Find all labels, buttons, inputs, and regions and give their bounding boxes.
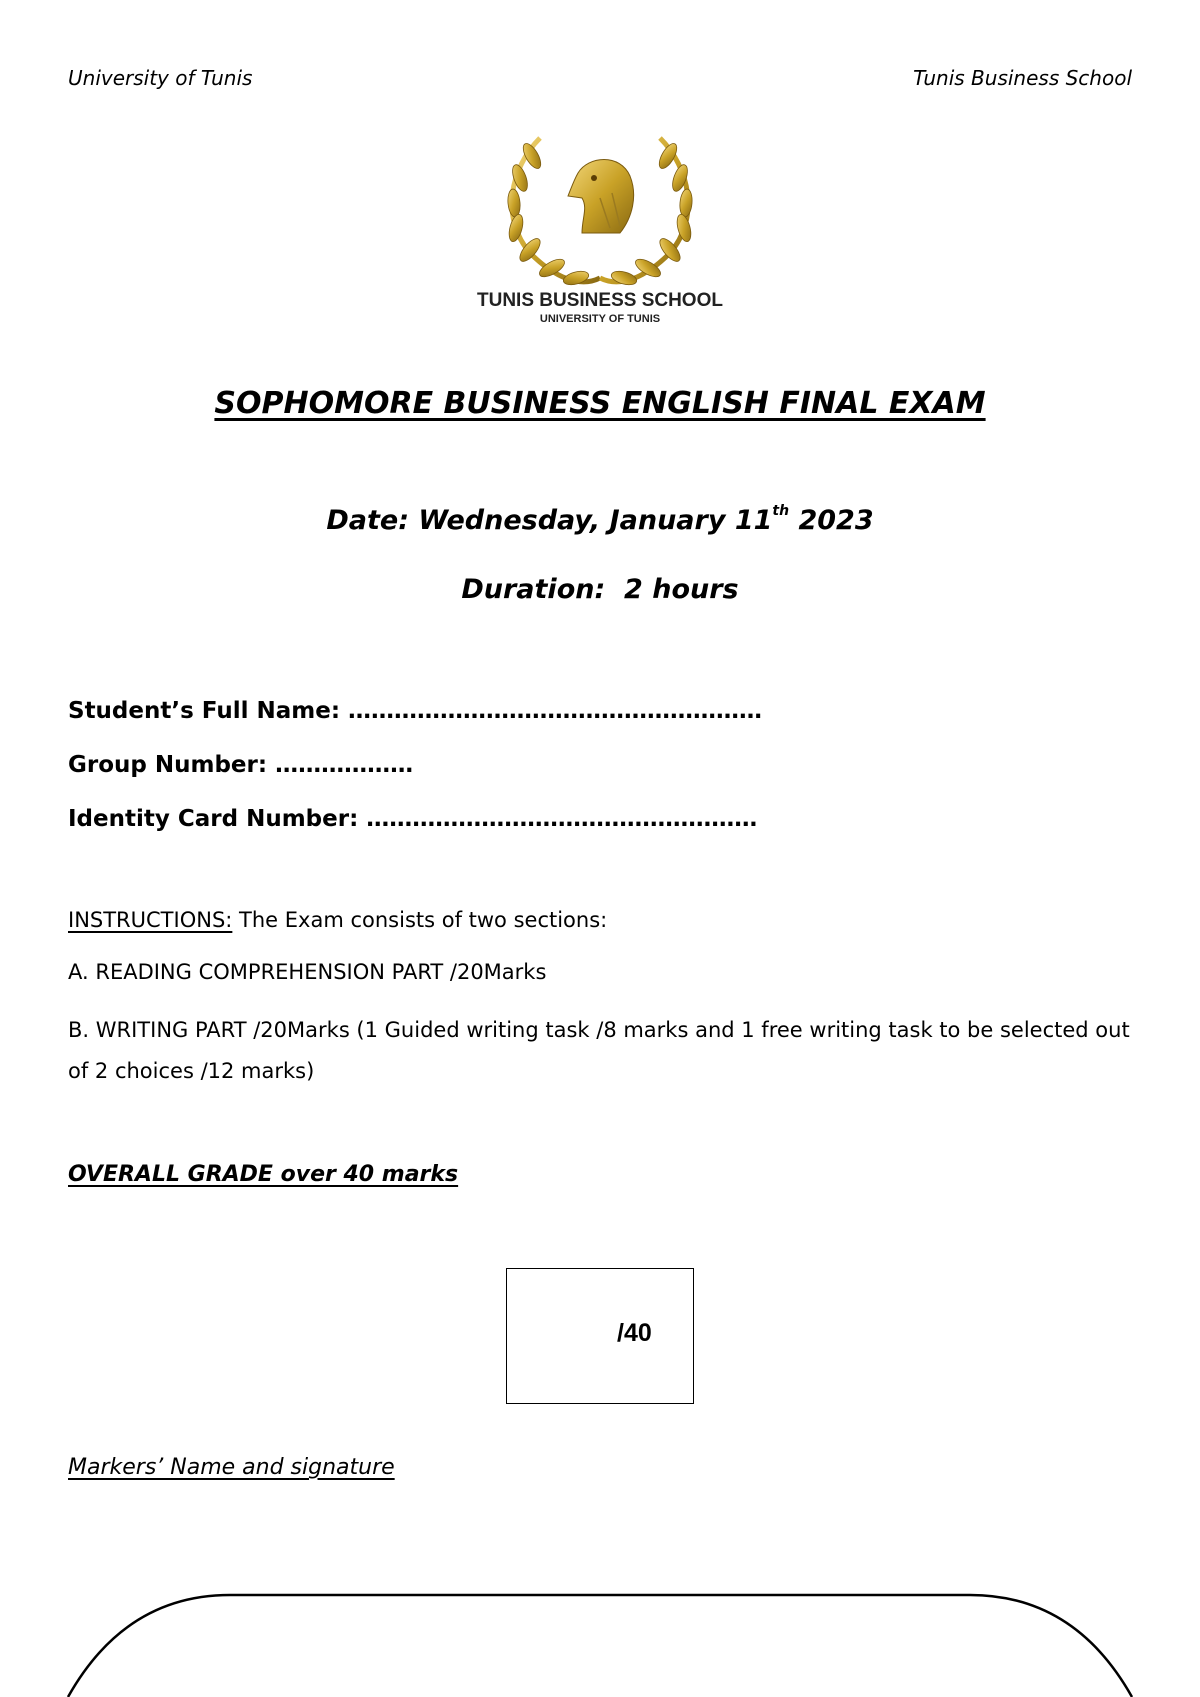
header-university: University of Tunis <box>68 66 253 90</box>
instructions-label: INSTRUCTIONS: <box>68 908 233 932</box>
exam-date <box>0 503 1200 536</box>
markers-signature-label: Markers’ Name and signature <box>68 1455 395 1480</box>
section-a: A. READING COMPREHENSION PART /20Marks <box>68 960 547 984</box>
group-number-field[interactable]: Group Number: ……………… <box>68 752 414 778</box>
date-prefix: Date: Wednesday, January 11 <box>326 505 773 536</box>
instructions-text: The Exam consists of two sections: <box>232 908 608 932</box>
exam-title: SOPHOMORE BUSINESS ENGLISH FINAL EXAM <box>214 386 986 421</box>
logo-line2: UNIVERSITY OF TUNIS <box>539 313 661 325</box>
eagle-icon <box>568 160 634 234</box>
identity-card-field[interactable]: Identity Card Number: …………………………………………… <box>68 806 758 832</box>
exam-duration: Duration: 2 hours <box>461 574 739 605</box>
header-school: Tunis Business School <box>913 66 1132 90</box>
section-b: B. WRITING PART /20Marks (1 Guided writing task /8 marks and 1 free writing task to be selected out of 2 choices /12 marks) <box>68 1018 1130 1083</box>
grade-box[interactable] <box>506 1268 694 1404</box>
date-suffix: th <box>772 503 790 519</box>
overall-grade-heading: OVERALL GRADE over 40 marks <box>68 1162 459 1187</box>
student-name-field[interactable]: Student’s Full Name: ……………………………………………… <box>68 698 763 724</box>
grade-total: /40 <box>617 1319 652 1347</box>
instructions <box>68 908 607 932</box>
comment-frame <box>0 1580 1200 1697</box>
school-logo <box>470 128 730 328</box>
date-year: 2023 <box>789 505 874 536</box>
logo-line1: TUNIS BUSINESS SCHOOL <box>477 290 723 311</box>
